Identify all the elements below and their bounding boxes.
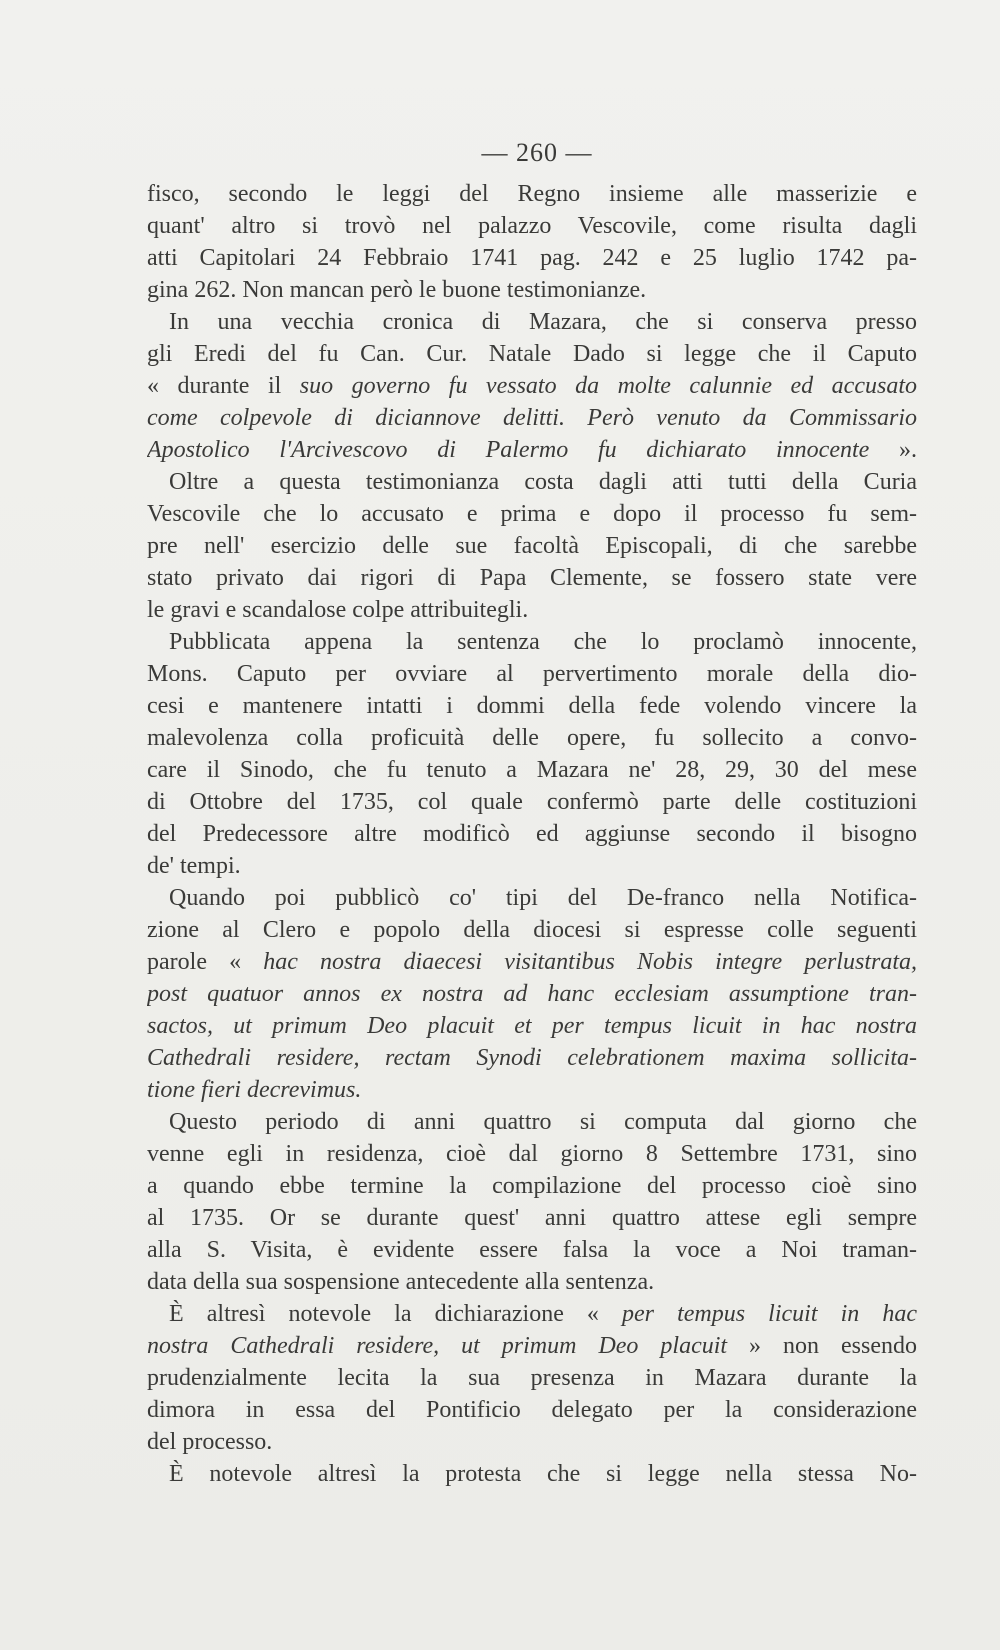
text-segment: Oltre a questa testimonianza costa dagli atti tutti della Curia [169,469,917,495]
italic-text-segment: come colpevole di diciannove delitti. Però venuto da Commissario [147,405,917,431]
text-line [147,690,917,722]
text-line [147,434,917,466]
italic-text-segment: nostra Cathedrali residere, ut primum Deo placuit [147,1333,728,1359]
text-segment: zione al Clero e popolo della diocesi si espresse colle seguenti [147,917,917,943]
text-segment: del Predecessore altre modificò ed aggiunse secondo il bisogno [147,821,917,847]
text-line [147,338,917,370]
text-segment: alla S. Visita, è evidente essere falsa la voce a Noi traman- [147,1237,917,1263]
text-segment: Mons. Caputo per ovviare al pervertimento morale della dio- [147,661,917,687]
text-segment: malevolenza colla proficuità delle opere, fu sollecito a convo- [147,725,917,751]
text-line [147,626,917,658]
text-line [147,1106,917,1138]
text-segment: Questo periodo di anni quattro si computa dal giorno che [169,1109,917,1135]
text-segment: al 1735. Or se durante quest' anni quattro attese egli sempre [147,1205,917,1231]
italic-text-segment: per tempus licuit in hac [622,1301,917,1327]
text-segment: Quando poi pubblicò co' tipi del De-franco nella Notifica- [169,885,917,911]
text-line [147,1330,917,1362]
text-line [147,594,917,626]
text-line [147,1394,917,1426]
text-segment: del processo. [147,1429,273,1455]
text-segment: di Ottobre del 1735, col quale confermò parte delle costituzioni [147,789,917,815]
text-segment: gli Eredi del fu Can. Cur. Natale Dado si legge che il Caputo [147,341,917,367]
text-segment: care il Sinodo, che fu tenuto a Mazara ne' 28, 29, 30 del mese [147,757,917,783]
text-line [147,722,917,754]
text-segment: stato privato dai rigori di Papa Clemente, se fossero state vere [147,565,917,591]
text-line [147,1138,917,1170]
text-segment: a quando ebbe termine la compilazione del processo cioè sino [147,1173,917,1199]
text-line [147,754,917,786]
text-line [147,370,917,402]
text-line [147,1426,917,1458]
text-line [147,210,917,242]
text-segment: Vescovile che lo accusato e prima e dopo il processo fu sem- [147,501,917,527]
text-segment: venne egli in residenza, cioè dal giorno 8 Settembre 1731, sino [147,1141,917,1167]
text-line [147,818,917,850]
text-line [147,562,917,594]
italic-text-segment: suo governo fu vessato da molte calunnie ed accusato [299,373,917,399]
text-segment: fisco, secondo le leggi del Regno insieme alle masserizie e [147,181,917,207]
text-line [147,1458,917,1490]
text-line [147,1234,917,1266]
text-segment: de' tempi. [147,853,241,879]
text-segment: le gravi e scandalose colpe attribuitegli. [147,597,529,623]
text-line [147,1362,917,1394]
text-segment: ». [869,437,917,463]
text-segment: parole « [147,949,264,975]
text-segment: » non essendo [727,1333,917,1359]
page-number: — 260 — [481,138,593,167]
text-line [147,946,917,978]
text-line [147,786,917,818]
text-segment: prudenzialmente lecita la sua presenza in Mazara durante la [147,1365,917,1391]
italic-text-segment: sactos, ut primum Deo placuit et per tempus licuit in hac nostra [147,1013,917,1039]
text-segment: « durante il [147,373,300,399]
italic-text-segment: hac nostra diaecesi visitantibus Nobis integre perlustrata, [263,949,917,975]
text-line [147,498,917,530]
text-line [147,1074,917,1106]
text-line [147,1298,917,1330]
text-segment: data della sua sospensione antecedente alla sentenza. [147,1269,655,1295]
text-line [147,882,917,914]
text-line [147,1202,917,1234]
text-line [147,242,917,274]
text-line [147,978,917,1010]
text-line [147,658,917,690]
text-line [147,1170,917,1202]
text-segment: È notevole altresì la protesta che si legge nella stessa No- [169,1461,917,1487]
italic-text-segment: tione fieri decrevimus. [147,1077,362,1103]
text-segment: cesi e mantenere intatti i dommi della fede volendo vincere la [147,693,917,719]
italic-text-segment: Cathedrali residere, rectam Synodi celebrationem maxima sollicita- [147,1045,917,1071]
text-line [147,530,917,562]
text-line [147,178,917,210]
text-line [147,1042,917,1074]
text-segment: Pubblicata appena la sentenza che lo proclamò innocente, [169,629,917,655]
text-segment: atti Capitolari 24 Febbraio 1741 pag. 242 e 25 luglio 1742 pa- [147,245,917,271]
text-line [147,274,917,306]
text-line [147,402,917,434]
text-line [147,306,917,338]
body-text [147,178,917,1490]
text-line [147,466,917,498]
text-segment: dimora in essa del Pontificio delegato per la considerazione [147,1397,917,1423]
text-segment: In una vecchia cronica di Mazara, che si conserva presso [169,309,917,335]
text-segment: È altresì notevole la dichiarazione « [169,1301,623,1327]
italic-text-segment: Apostolico l'Arcivescovo di Palermo fu dichiarato innocente [147,437,870,463]
text-segment: quant' altro si trovò nel palazzo Vescovile, come risulta dagli [147,213,917,239]
text-segment: gina 262. Non mancan però le buone testimonianze. [147,277,647,303]
italic-text-segment: post quatuor annos ex nostra ad hanc ecclesiam assumptione tran- [147,981,917,1007]
text-line [147,850,917,882]
text-line [147,1266,917,1298]
text-line [147,914,917,946]
text-line [147,1010,917,1042]
text-segment: pre nell' esercizio delle sue facoltà Episcopali, di che sarebbe [147,533,917,559]
